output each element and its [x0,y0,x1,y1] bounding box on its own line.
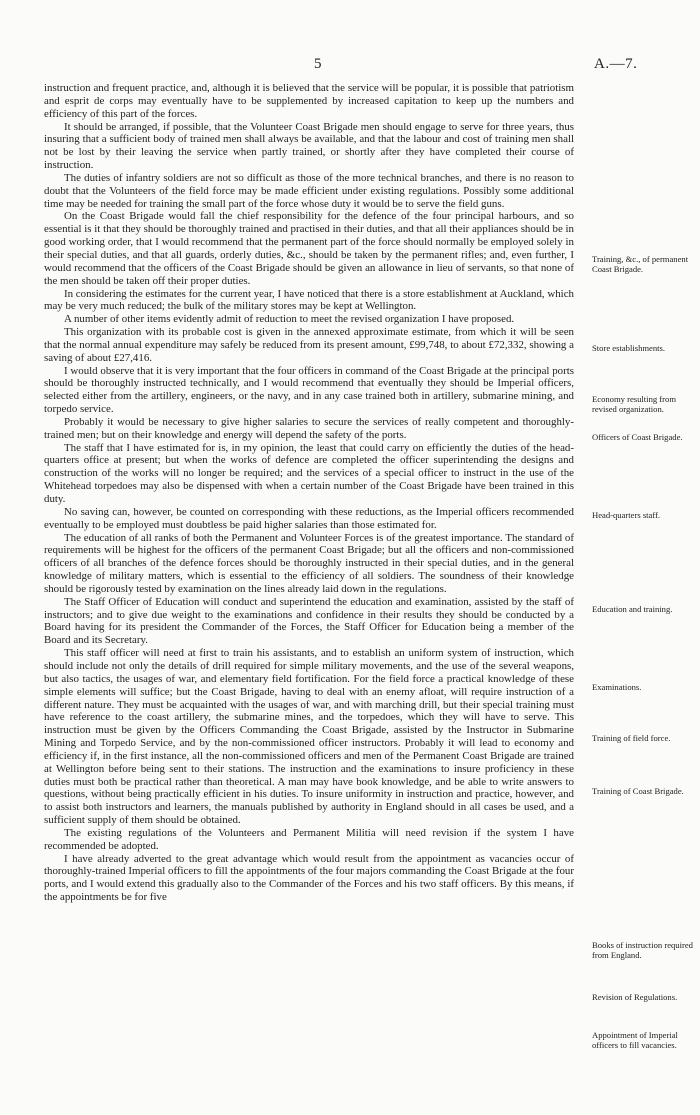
paragraph: On the Coast Brigade would fall the chief responsibility for the defence of the four principal harbours, and so essential is it that they should be thoroughly trained and practised in their duties, and that all their appliances should be in good working order, that I would recommend that the permanent part of the force should normally be employed solely in their special duties, and that all guards, orderly duties, &c., should be taken by the permanent rifles; and, even further, I would recommend that the officers of the Coast Brigade should be given an allowance in lieu of servants, so that none of the men should be taken off their proper duties. [44,210,574,287]
margin-note: Books of instruction required from England. [592,940,693,960]
paragraph: This staff officer will need at first to train his assistants, and to establish an uniform system of instruction, which should include not only the details of drill required for simple military movements, and the use of the several weapons, but also tactics, the usages of war, and elementary field fortification. For the field force a practical knowledge of these simple elements will suffice; but the Coast Brigade, having to deal with an enemy afloat, will require instruction of a different nature. They must be acquainted with the usages of war, and with marching drill, but their special training must have reference to the coast artillery, the submarine mines, and the torpedoes, which they will have to serve. This instruction must be given by the Officers Commanding the Coast Brigade, assisted by the Instructor in Submarine Mining and Torpedo Service, and by the non-commissioned officer instructors. Probably it will lead to economy and efficiency if, in the first instance, all the non-commissioned officers and men of the Permanent Coast Brigade are trained at Wellington before being sent to their stations. The instruction and the examinations to insure proficiency in these duties must both be practical rather than theoretical. A man may have book knowledge, and be able to write answers to questions, without being practically efficient in his duties. To insure uniformity in instruction and practice, however, and to assist both instructors and learners, the manuals published by authority in England should in all cases be used, and a sufficient supply of them should be obtained. [44,647,574,827]
paragraph: The education of all ranks of both the Permanent and Volunteer Forces is of the greatest importance. The standard of requirements will be highest for the officers of the permanent Coast Brigade; but all the officers and non-commissioned officers of all branches of the defence forces should be thoroughly instructed in their special duties, and in the general knowledge of military matters, which is essential to the efficiency of all soldiers. The soundness of their knowledge should be rigorously tested by examination on the lines already laid down in the regulations. [44,531,574,595]
paragraph: A number of other items evidently admit of reduction to meet the revised organization I have proposed. [64,313,515,326]
paragraph: The duties of infantry soldiers are not so difficult as those of the more technical branches, and there is no reason to doubt that the Volunteers of the field force may be made efficient under existing regulations. Possibly some additional time may be needed for training the small part of the force whose duty it would be to serve the field guns. [44,171,574,210]
paragraph: The existing regulations of the Volunteers and Permanent Militia will need revision if the system I have recommended be adopted. [44,826,574,852]
margin-note: Officers of Coast Brigade. [592,432,683,442]
margin-note: Revision of Regulations. [592,992,678,1002]
margin-note: Training of Coast Brigade. [592,786,684,796]
margin-note: Store establishments. [592,343,666,353]
margin-note: Head-quarters staff. [592,510,661,520]
document-code: A.—7. [594,56,638,72]
paragraph: I would observe that it is very important that the four officers in command of the Coast Brigade at the principal ports should be thoroughly instructed technically, and I would recommend that eventually they should be Imperial officers, selected either from the artillery, engineers, or the navy, and in any case trained both in artillery, submarine mining, and torpedo service. [44,364,574,416]
page-header [0,56,700,76]
margin-note: Economy resulting from revised organization. [592,394,677,414]
margin-note: Examinations. [592,682,642,692]
margin-note: Training, &c., of permanent Coast Brigade. [592,254,689,274]
margin-note: Training of field force. [592,733,671,743]
paragraph: Probably it would be necessary to give higher salaries to secure the services of really competent and thoroughly-trained men; but on their knowledge and energy will depend the safety of the ports. [44,415,574,441]
paragraph: In considering the estimates for the current year, I have noticed that there is a store establishment at Auckland, which may be very much reduced; the bulk of the military stores may be kept at Wellington. [44,287,574,313]
margin-note: Appointment of Imperial officers to fill vacancies. [592,1030,678,1050]
body-text [44,82,574,904]
paragraph: This organization with its probable cost is given in the annexed approximate estimate, from which it will be seen that the normal annual expenditure may safely be reduced from its present amount, £99,748, to about £72,332, showing a saving of about £27,416. [44,326,574,364]
paragraph: I have already adverted to the great advantage which would result from the appointment as vacancies occur of thoroughly-trained Imperial officers to fill the appointments of the four majors commanding the Coast Brigade at the four ports, and I would extend this gradually also to the Commander of the Forces and his two staff officers. By this means, if the appointments be for five [44,852,574,904]
paragraph: No saving can, however, be counted on corresponding with these reductions, as the Imperial officers recommended eventually to be employed must doubtless be paid higher salaries than those estimated for. [44,505,574,531]
paragraph: The Staff Officer of Education will conduct and superintend the education and examination, assisted by the staff of instructors; and to give due weight to the examinations and confidence in their results they should be conducted by a Board having for its president the Commander of the Forces, the Staff Officer for Education being a member of the Board and its Secretary. [44,595,574,647]
margin-note: Education and training. [592,604,673,614]
page-number: 5 [314,56,322,72]
paragraph: It should be arranged, if possible, that the Volunteer Coast Brigade men should engage to serve for three years, thus insuring that a sufficient body of trained men shall always be available, and that the labour and cost of training men shall not be lost by their leaving the service when partly trained, or shortly after they have completed their course of instruction. [44,120,574,172]
paragraph: The staff that I have estimated for is, in my opinion, the least that could carry on efficiently the duties of the head-quarters office at present; but when the works of defence are completed the officer superintending the designs and construction of the works will no longer be required; and the services of a special officer to instruct in the use of the Whitehead torpedoes may also be dispensed with when a certain number of the Coast Brigade have been trained in this duty. [44,441,574,505]
paragraph: instruction and frequent practice, and, although it is believed that the service will be popular, it is possible that patriotism and esprit de corps may eventually have to be supplemented by increased capitation to keep up the numbers and efficiency of this part of the forces. [44,82,574,120]
